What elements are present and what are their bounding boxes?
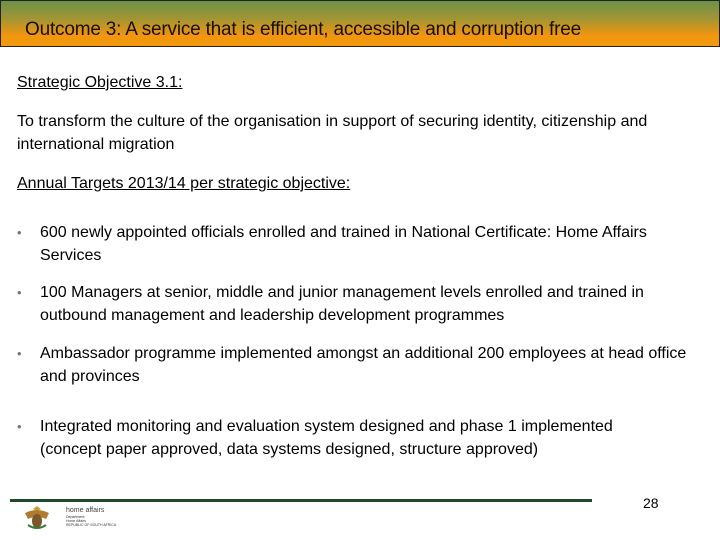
logo-sub-line: Department: — [66, 515, 86, 519]
list-item: • 100 Managers at senior, middle and junior management levels enrolled and trained in outbound management and leadership development programmes — [17, 281, 687, 327]
logo-sub-line: REPUBLIC OF SOUTH AFRICA — [66, 523, 117, 527]
objective-heading: Strategic Objective 3.1: — [17, 74, 183, 91]
bullet-icon: • — [17, 225, 22, 240]
list-item: • 600 newly appointed officials enrolled and trained in National Certificate: Home Affairs Services — [17, 221, 687, 267]
coat-of-arms-icon — [22, 505, 52, 530]
targets-heading: Annual Targets 2013/14 per strategic objective: — [17, 175, 351, 192]
bullet-icon: • — [17, 285, 22, 300]
footer-divider — [10, 499, 592, 502]
list-item: • Ambassador programme implemented amongst an additional 200 employees at head office and provinces — [17, 342, 697, 388]
logo-name: home affairs — [66, 507, 105, 514]
page-number: 28 — [643, 495, 659, 511]
slide-title: Outcome 3: A service that is efficient, accessible and corruption free — [25, 19, 581, 40]
title-bar — [0, 0, 720, 47]
logo-subtext — [66, 515, 116, 527]
bullet-icon: • — [17, 346, 22, 361]
list-item: • Integrated monitoring and evaluation system designed and phase 1 implemented (concept paper approved, data systems designed, structure approved) — [17, 415, 637, 461]
bullet-icon: • — [17, 419, 22, 434]
objective-text: To transform the culture of the organisation in support of securing identity, citizenship and international migration — [17, 113, 648, 153]
logo-sub-line: Home Affairs — [66, 519, 86, 523]
